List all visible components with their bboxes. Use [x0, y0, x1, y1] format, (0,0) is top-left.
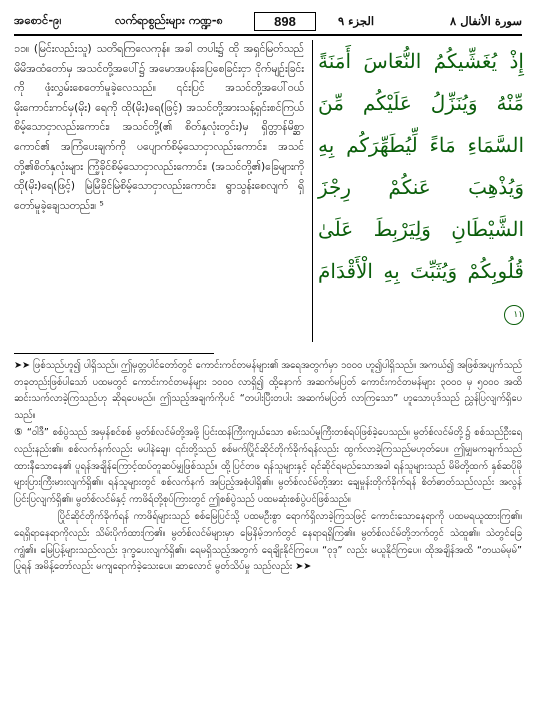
book-title: လက်ရာစွည်းများ ကဏ္ဍ-၈ [114, 12, 224, 27]
footnote-divider [14, 353, 214, 354]
chapter-label: အစောင်-၉၊ [14, 12, 62, 27]
juz-label: الجزء ٩ [337, 14, 375, 28]
verse-translation: ၁၁။ (မြင်းလည်းသူ) သတိရကြလေကုန်။ အခါ တပါး၌ ထို အရှင်မြတ်သည် မိမိအထံတော်မှ အသင်တို့အပေါ်၌ အမောအပန်းပြေစေခြင်းငှာ ငိုက်မျဉ်းခြင်းကို ဖုံးလွှမ်းစေတော်မူခဲ့လေသည်။ ၎င်းပြင် အသင်တို့အပေါ်ဝယ် မိုးကောင်းကင်မှ(မိုး) ရေကို ထို(မိုး)ရေ(ဖြင့်) အသင်တို့အားသန့်ရှင်းစင်ကြယ်စိမ့်သောငှာလည်းကောင်း၊ အသင်တို့(၏ စိတ်နှလုံးတွင်း)မှ ရှိတ္တာန်မိစ္ဆာကောင်၏ အကြံပေးချက်ကို ပပျောက်စိမ့်သောငှာလည်းကောင်း၊ အသင်တို့၏စိတ်နှလုံးများ ကြံ့ခိုင်စိမ့်သောငှာလည်းကောင်း၊ (အသင်တို့၏)ခြေများကို ထို(မိုး)ရေ(ဖြင့်) မြဲမြံခိုင်မြဲစိမ့်သောငှာလည်းကောင်း၊ ရွာသွန်းစေလျက် ရှိတော်မူခဲ့ချေသတည်း။ ⁵ [14, 43, 304, 212]
header-divider [14, 34, 522, 36]
page-number: 898 [254, 12, 316, 31]
arabic-text: إِذْ يُغَشِّيكُمُ النُّعَاسَ أَمَنَةً مِّنْهُ وَيُنَزِّلُ عَلَيْكُم مِّنَ السَّمَاءِ مَاءً لِّيُطَهِّرَكُم بِهِ وَيُذْهِبَ عَنكُمْ رِجْزَ الشَّيْطَانِ وَلِيَرْبِطَ عَلَىٰ قُلُوبِكُمْ وَيُثَبِّتَ بِهِ الْأَقْدَامَ [318, 49, 524, 283]
ayah-number-icon: ١١ [504, 305, 524, 325]
surah-label: سورة الأنفال ٨ [450, 14, 522, 28]
column-divider [312, 40, 313, 342]
footnotes [14, 358, 522, 704]
page-header [14, 10, 522, 32]
footnote-continued: ➤➤ ဖြစ်သည်ဟူ၍ ပါရှိသည်။ ဤမှတ္တပါင်တော်တွင် ကောင်းကင်တမန်များ၏ အရေအတွက်မှာ ၁၀၀၀ ဟူ၍ပါရှိသည်။ အကယ်၍ အဖြစ်အပျက်သည် တခုတည်းဖြစ်ပါသော် ပထမတွင် ကောင်းကင်တမန်များ ၁၀၀၀ လာရှိ၍ ထို့နောက် အဆက်မပြတ် ကောင်းကင်တမန်များ ၃၀၀၀ မှ ၅၀၀၀ အထိ ဆင်းသက်လာခဲ့ကြသည်ဟု ဆိုရပေမည်။ ဤသည့်အချက်ကိုပင် “တပါးပြီးတပါး အဆက်မပြတ် လာကြသော” ဟူသောပုဒ်သည် ညွှန်ပြလျက်ရှိပေသည်။ [14, 360, 522, 421]
footnote-paragraph: ပြိုင်ဆိုင်တိုက်ခိုက်ရန် ကာဖိရ်များသည် စစ်မြေပြင်သို့ ပထမဦးစွာ ရောက်ရှိလာခဲ့ကြသဖြင့် ကောင်းသောနေရာကို ပထမရယူထားကြ၏။ ရေရှိရာနေရာကိုလည်း သိမ်းပိုက်ထားကြ၏။ မွတ်စ်လင်မ်များမှာ မြေနိမ့်ဘက်တွင် နေရာရရှိကြ၏။ မွတ်စ်လင်မ်တို့ဘက်တွင် သဲထူ၏။ သဲတွင်ခြေကျွံ၏။ မြေပြန့်များသည်လည်း ဒုက္ခပေးလျက်ရှိ၏။ ရေမရှိသည့်အတွက် ရေချိုးနိုင်ကြပေ။ “ဝုဒု” လည်း မယူနိုင်ကြပေ။ ထိုအချိန်အထိ “တယမ်မုမ်” ပြုရန် အမိန့်တော်လည်း မကျရောက်ခဲ့သေးပေ။ ဆာလောင် မွတ်သိပ်မှု သည်လည်း ➤➤ [14, 511, 522, 573]
arabic-verse [318, 40, 524, 340]
footnote-5: ⑤ “ဝါဒီ” စစ်ပွဲသည် အမှန်စင်စစ် မွတ်စ်လင်မ်တို့အဖို့ ပြင်းထန်ကြီးကျယ်သော စမ်းသပ်မှုကြီးတစ်ရပ်ဖြစ်ခဲ့ပေသည်။ မွတ်စ်လင်မ်တို့၌ စစ်သည်ဦးရေလည်းနည်း၏။ စစ်လက်နက်လည်း မပါနဲချေ။ ၎င်းတို့သည် စစ်မက်ပြိုင်ဆိုင်တိုက်ခိုက်ရန်လည်း ထွက်လာခဲ့ကြသည်မဟုတ်ပေ။ ဤမျှမကချက်သည် ထားနီသောနေ၏ ပူရန်အချိန်ကြောင့်ထပ်တူဆပ်မျှဖြစ်သည်။ ထို့ပြင်တဖ ရန်သူများနှင့် ရင်ဆိုင်ရမည်သောအခါ ရန်သူများသည် မိမိတို့ထက် နှစ်ဆပိုမို များပြားကြီးမားလျက်ရှိ၏။ ရန်သူများတွင် စစ်လက်နက် အပြည့်အစုံပါရှိ၏။ မွတ်စ်လင်မ်တို့အား ချေမှုန်းတိုက်ခိုက်ရန် စိတ်ဓာတ်သည်လည်း အလွန်ပြင်းပြလျက်ရှိ၏။ မွတ်စ်လင်မ်နှင့် ကာဖိရ်တို့စုပ်ကြားတွင် ဤစစ်ပွဲသည် ပထမဆုံးစစ်ပွဲပင်ဖြစ်သည်။ [14, 427, 522, 505]
